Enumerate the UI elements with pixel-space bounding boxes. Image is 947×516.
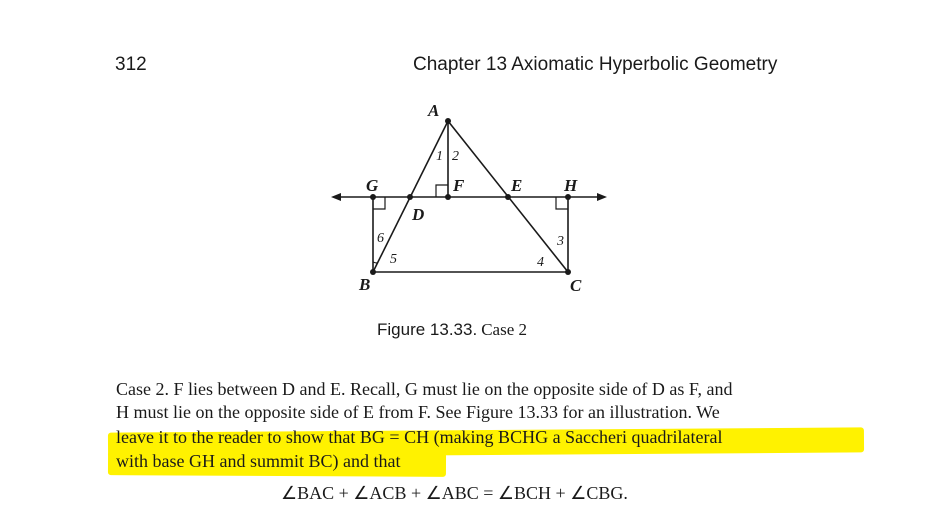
figure-caption [377,320,527,340]
label-f: F [453,176,465,195]
angle-label-5: 5 [390,252,397,267]
label-d: D [412,205,425,224]
label-g: G [366,176,379,195]
point-b [370,269,376,275]
label-c: C [570,276,582,295]
angle-label-2: 2 [452,149,459,164]
angle-label-1: 1 [436,149,443,164]
angle-label-3: 3 [557,234,564,249]
label-h: H [564,176,578,195]
body-line-2: H must lie on the opposite side of E from F. See Figure 13.33 for an illustration. We [116,402,720,422]
running-head: Chapter 13 Axiomatic Hyperbolic Geometry [413,54,778,75]
equation: ∠BAC + ∠ACB + ∠ABC = ∠BCH + ∠CBG. [281,483,628,503]
caption-label: Figure 13.33. [377,320,478,339]
body-line-3: leave it to the reader to show that BG = CH (making BCHG a Saccheri quadrilateral [116,427,723,447]
arrow-left [331,193,341,201]
page-number: 312 [115,54,147,75]
point-f [445,194,451,200]
arrow-right [597,193,607,201]
label-a: A [428,101,440,120]
angle-label-6: 6 [377,231,384,246]
point-d [407,194,413,200]
body-line-1: Case 2. F lies between D and E. Recall, G must lie on the opposite side of D as F, and [116,379,733,399]
caption-title: Case 2 [481,320,527,339]
label-b: B [359,275,371,294]
body-line-4: with base GH and summit BC) and that [116,451,401,471]
point-a [445,118,451,124]
angle-label-4: 4 [537,255,544,270]
point-c [565,269,571,275]
label-e: E [511,176,523,195]
